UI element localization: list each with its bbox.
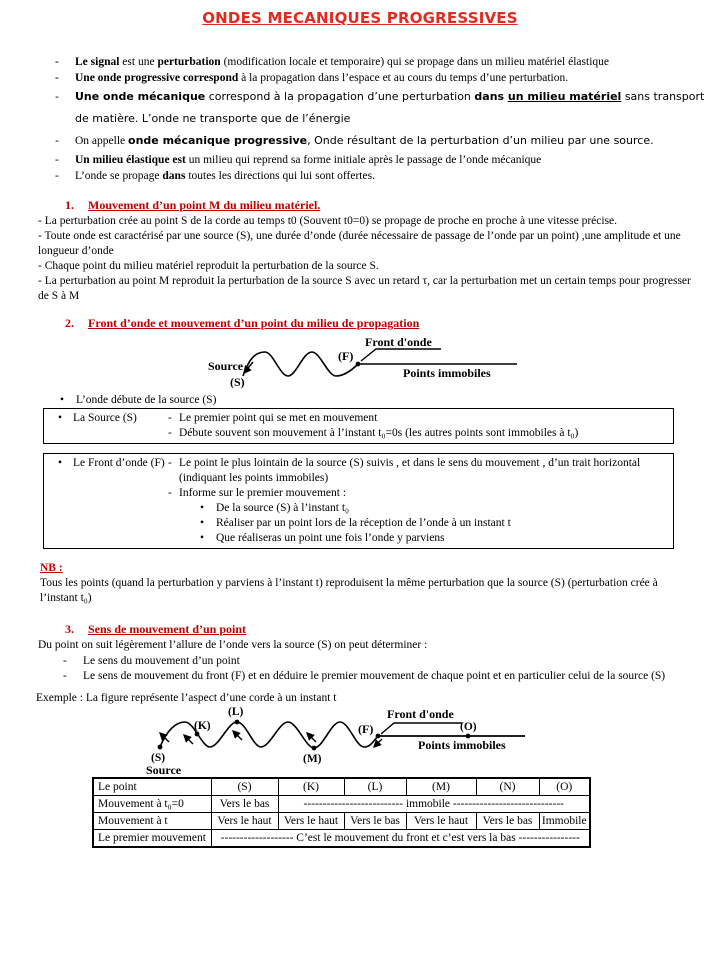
m-motion-arrow	[307, 733, 316, 742]
dash-marker: -	[168, 487, 172, 499]
cord-aspect-diagram	[130, 705, 720, 775]
list-item	[55, 168, 708, 184]
immobile-points-label: Points immobiles	[403, 366, 491, 380]
bullet-marker: •	[60, 394, 65, 406]
text-run: L’onde se propage	[75, 170, 163, 182]
example-caption: Exemple : La figure représente l’aspect d’une corde à un instant t	[36, 691, 337, 704]
section2-heading	[65, 316, 720, 331]
source-label: Source	[208, 359, 244, 373]
value-cell: Vers le haut	[211, 812, 278, 829]
immobile-points-label: Points immobiles	[418, 737, 506, 752]
bold-run: Un milieu élastique est	[75, 154, 186, 166]
movement-table	[92, 777, 591, 848]
box-line	[168, 426, 669, 441]
bold-run: perturbation	[157, 56, 221, 68]
front-definition-box	[43, 453, 674, 549]
nb-text: Tous les points (quand la perturbation y parviens à l’instant t) reproduisent la même perturbation que la source (S) (perturbation crée à l’instant t₀)	[40, 577, 658, 604]
box-label	[48, 456, 168, 546]
l-motion-arrow	[233, 731, 242, 740]
f-point-dot	[376, 733, 381, 738]
source-definition-box	[43, 408, 674, 444]
box-line	[168, 411, 669, 426]
section1-heading	[65, 198, 720, 213]
value-cell: Vers le haut	[278, 812, 344, 829]
box-bullet-text: Réaliser par un point lors de la réception de l’onde à un instant t	[216, 517, 511, 529]
row-label-cell: Le premier mouvement	[93, 829, 211, 847]
nb-label: NB :	[40, 562, 63, 574]
section-title: Mouvement d’un point M du milieu matériel.	[88, 198, 321, 212]
intro-list	[55, 54, 708, 184]
l-point-label: (L)	[228, 705, 244, 718]
list-item-text	[75, 54, 708, 70]
section-number: 2.	[65, 316, 74, 330]
section3-heading	[65, 622, 720, 637]
bullet-marker: •	[200, 532, 205, 544]
text-run: un milieu qui reprend sa forme initiale après le passage de l’onde mécanique	[185, 154, 542, 166]
bold-run: dans	[474, 90, 508, 103]
front-label-pointer	[381, 723, 462, 734]
bullet-marker: •	[58, 457, 63, 469]
box-bullet-line	[200, 516, 669, 531]
l-point-dot	[235, 719, 240, 724]
box-bullet-text: Que réaliseras un point une fois l’onde y parviens	[216, 532, 445, 544]
dash-marker: -	[55, 90, 59, 103]
section-title: Sens de mouvement d’un point	[88, 622, 247, 636]
bullet-marker: •	[58, 412, 63, 424]
bold-run: Une onde progressive correspond	[75, 72, 239, 84]
text-run: (modification locale et temporaire) qui se propage dans un milieu matériel élastique	[220, 56, 609, 68]
s-point-dot	[158, 744, 163, 749]
s-point-label: (S)	[151, 751, 166, 764]
text-run: On appelle	[75, 135, 129, 147]
s-motion-arrow	[160, 733, 169, 742]
dash-marker: -	[168, 412, 172, 424]
list-item-text	[75, 152, 708, 168]
box-label	[48, 411, 168, 441]
merged-cell: -------------------------- immobile -----------------------------	[278, 795, 590, 812]
section-number: 3.	[65, 622, 74, 636]
list-item	[55, 130, 708, 152]
dash-marker: -	[63, 654, 67, 667]
dash-marker: -	[168, 427, 172, 439]
wave-front-label: Front d'onde	[365, 335, 432, 349]
m-point-label: (M)	[303, 752, 322, 765]
dash-marker: -	[168, 457, 172, 469]
nb-note	[40, 561, 690, 606]
list-item	[55, 54, 708, 70]
section3-intro: Du point on suit légèrement l’allure de l’onde vers la source (S) on peut déterminer :	[38, 639, 428, 651]
list-item	[63, 669, 680, 685]
list-item-text	[75, 86, 708, 130]
box-bullet-line	[200, 531, 669, 546]
bold-run: Le signal	[75, 56, 120, 68]
bold-underline-run: un milieu matériel	[507, 90, 622, 103]
dash-marker: -	[55, 72, 59, 84]
section-number: 1.	[65, 198, 74, 212]
header-cell: (O)	[539, 778, 590, 796]
list-item-text	[75, 130, 708, 152]
box-label-text: La Source (S)	[73, 412, 137, 424]
k-motion-arrow	[184, 735, 193, 744]
value-cell: Vers le haut	[406, 812, 476, 829]
bold-run: Une onde mécanique	[75, 90, 206, 103]
bold-run: onde mécanique progressive	[128, 134, 308, 147]
merged-cell: ------------------- C’est le mouvement du front et c’est vers la bas ----------------	[211, 829, 590, 847]
k-point-dot	[195, 731, 200, 736]
box-content	[168, 456, 669, 546]
row-label-cell: Mouvement à t	[93, 812, 211, 829]
bullet-marker: •	[200, 517, 205, 529]
text-run: , Onde résultant de la perturbation d’un milieu par une source.	[307, 134, 654, 147]
front-label-pointer	[361, 349, 441, 361]
value-cell: Vers le bas	[211, 795, 278, 812]
box-line-text: Le premier point qui se met en mouvement	[179, 412, 378, 424]
box-bullet-line	[200, 501, 669, 516]
dash-marker: -	[63, 670, 67, 682]
table-row	[93, 829, 590, 847]
section1-paragraph	[38, 214, 692, 304]
page-title-text: ONDES MECANIQUES PROGRESSIVES	[202, 9, 518, 27]
bullet-line	[60, 393, 720, 407]
wave-front-label: Front d'onde	[387, 706, 454, 721]
bullet-line-text: L’onde débute de la source (S)	[76, 394, 217, 406]
list-item-text	[75, 168, 708, 184]
box-content	[168, 411, 669, 441]
box-bullet-text: De la source (S) à l’instant t₀	[216, 502, 350, 514]
header-cell: (L)	[344, 778, 406, 796]
list-item	[55, 70, 708, 86]
wave-front-diagram	[195, 333, 720, 391]
value-cell: Vers le bas	[344, 812, 406, 829]
dash-marker: -	[55, 170, 59, 182]
cord-diagram-svg	[130, 705, 720, 775]
row-label-cell: Mouvement à t₀=0	[93, 795, 211, 812]
source-label: Source	[146, 762, 182, 775]
box-line-text: Débute souvent son mouvement à l’instant t₀=0s (les autres points sont immobiles à t₀)	[179, 427, 579, 439]
table-row	[93, 812, 590, 829]
value-cell: Vers le bas	[476, 812, 539, 829]
text-run: à la propagation dans l’espace et au cours du temps d’une perturbation.	[238, 72, 569, 84]
s-point-label: (S)	[230, 375, 245, 389]
section3-list	[63, 654, 680, 685]
text-run: sans transport de matière. L’onde ne transporte que de l’énergie	[75, 90, 705, 125]
header-cell: (S)	[211, 778, 278, 796]
box-line-text: Informe sur le premier mouvement :	[179, 487, 347, 499]
k-point-label: (K)	[194, 719, 211, 732]
dash-marker: -	[55, 134, 59, 147]
header-cell: (N)	[476, 778, 539, 796]
front-point-dot	[356, 362, 361, 367]
f-point-label: (F)	[338, 349, 354, 363]
header-cell: (M)	[406, 778, 476, 796]
list-item-text: Le sens de mouvement du front (F) et en déduire le premier mouvement de chaque point et en particulier celui de la source (S)	[83, 670, 666, 682]
box-line-text: Le point le plus lointain de la source (S) suivis , et dans le sens du mouvement , d’un trait horizontal (indiquant les points immobiles)	[179, 457, 641, 484]
section-title: Front d’onde et mouvement d’un point du milieu de propagation	[88, 316, 420, 330]
dash-marker: -	[55, 56, 59, 68]
table-row	[93, 795, 590, 812]
box-line	[168, 456, 669, 486]
box-label-text: Le Front d’onde (F)	[73, 457, 165, 469]
list-item-text	[75, 70, 708, 86]
wave-diagram-svg	[195, 333, 525, 391]
m-point-dot	[312, 745, 317, 750]
table-header-row	[93, 778, 590, 796]
text-run: correspond à la propagation d’une perturbation	[205, 90, 475, 103]
bullet-marker: •	[200, 502, 205, 514]
f-point-label: (F)	[358, 721, 374, 736]
o-point-label: (O)	[460, 720, 477, 733]
paragraph-line: - Chaque point du milieu matériel reproduit la perturbation de la source S.	[38, 260, 379, 272]
text-run: toutes les directions qui lui sont offertes.	[185, 170, 375, 182]
list-item-text: Le sens du mouvement d’un point	[83, 654, 240, 667]
bold-run: dans	[162, 170, 186, 182]
header-cell: Le point	[93, 778, 211, 796]
list-item	[55, 152, 708, 168]
dash-marker: -	[55, 154, 59, 166]
text-run: est une	[119, 56, 158, 68]
header-cell: (K)	[278, 778, 344, 796]
paragraph-line: - La perturbation crée au point S de la corde au temps t0 (Souvent t0=0) se propage de proche en proche à une vitesse précise.	[38, 215, 618, 227]
list-item	[55, 86, 708, 130]
paragraph-line: - Toute onde est caractérisé par une source (S), une durée d’onde (durée nécessaire de passage de l’onde par un point) ,une amplitude et une longueur d’onde	[38, 230, 681, 257]
paragraph-line: - La perturbation au point M reproduit la perturbation de la source S avec un retard τ, car la perturbation met un certain temps pour progresser de S à M	[38, 275, 691, 302]
list-item	[63, 654, 680, 670]
box-line	[168, 486, 669, 501]
value-cell: Immobile	[539, 812, 590, 829]
page-title	[0, 0, 720, 27]
